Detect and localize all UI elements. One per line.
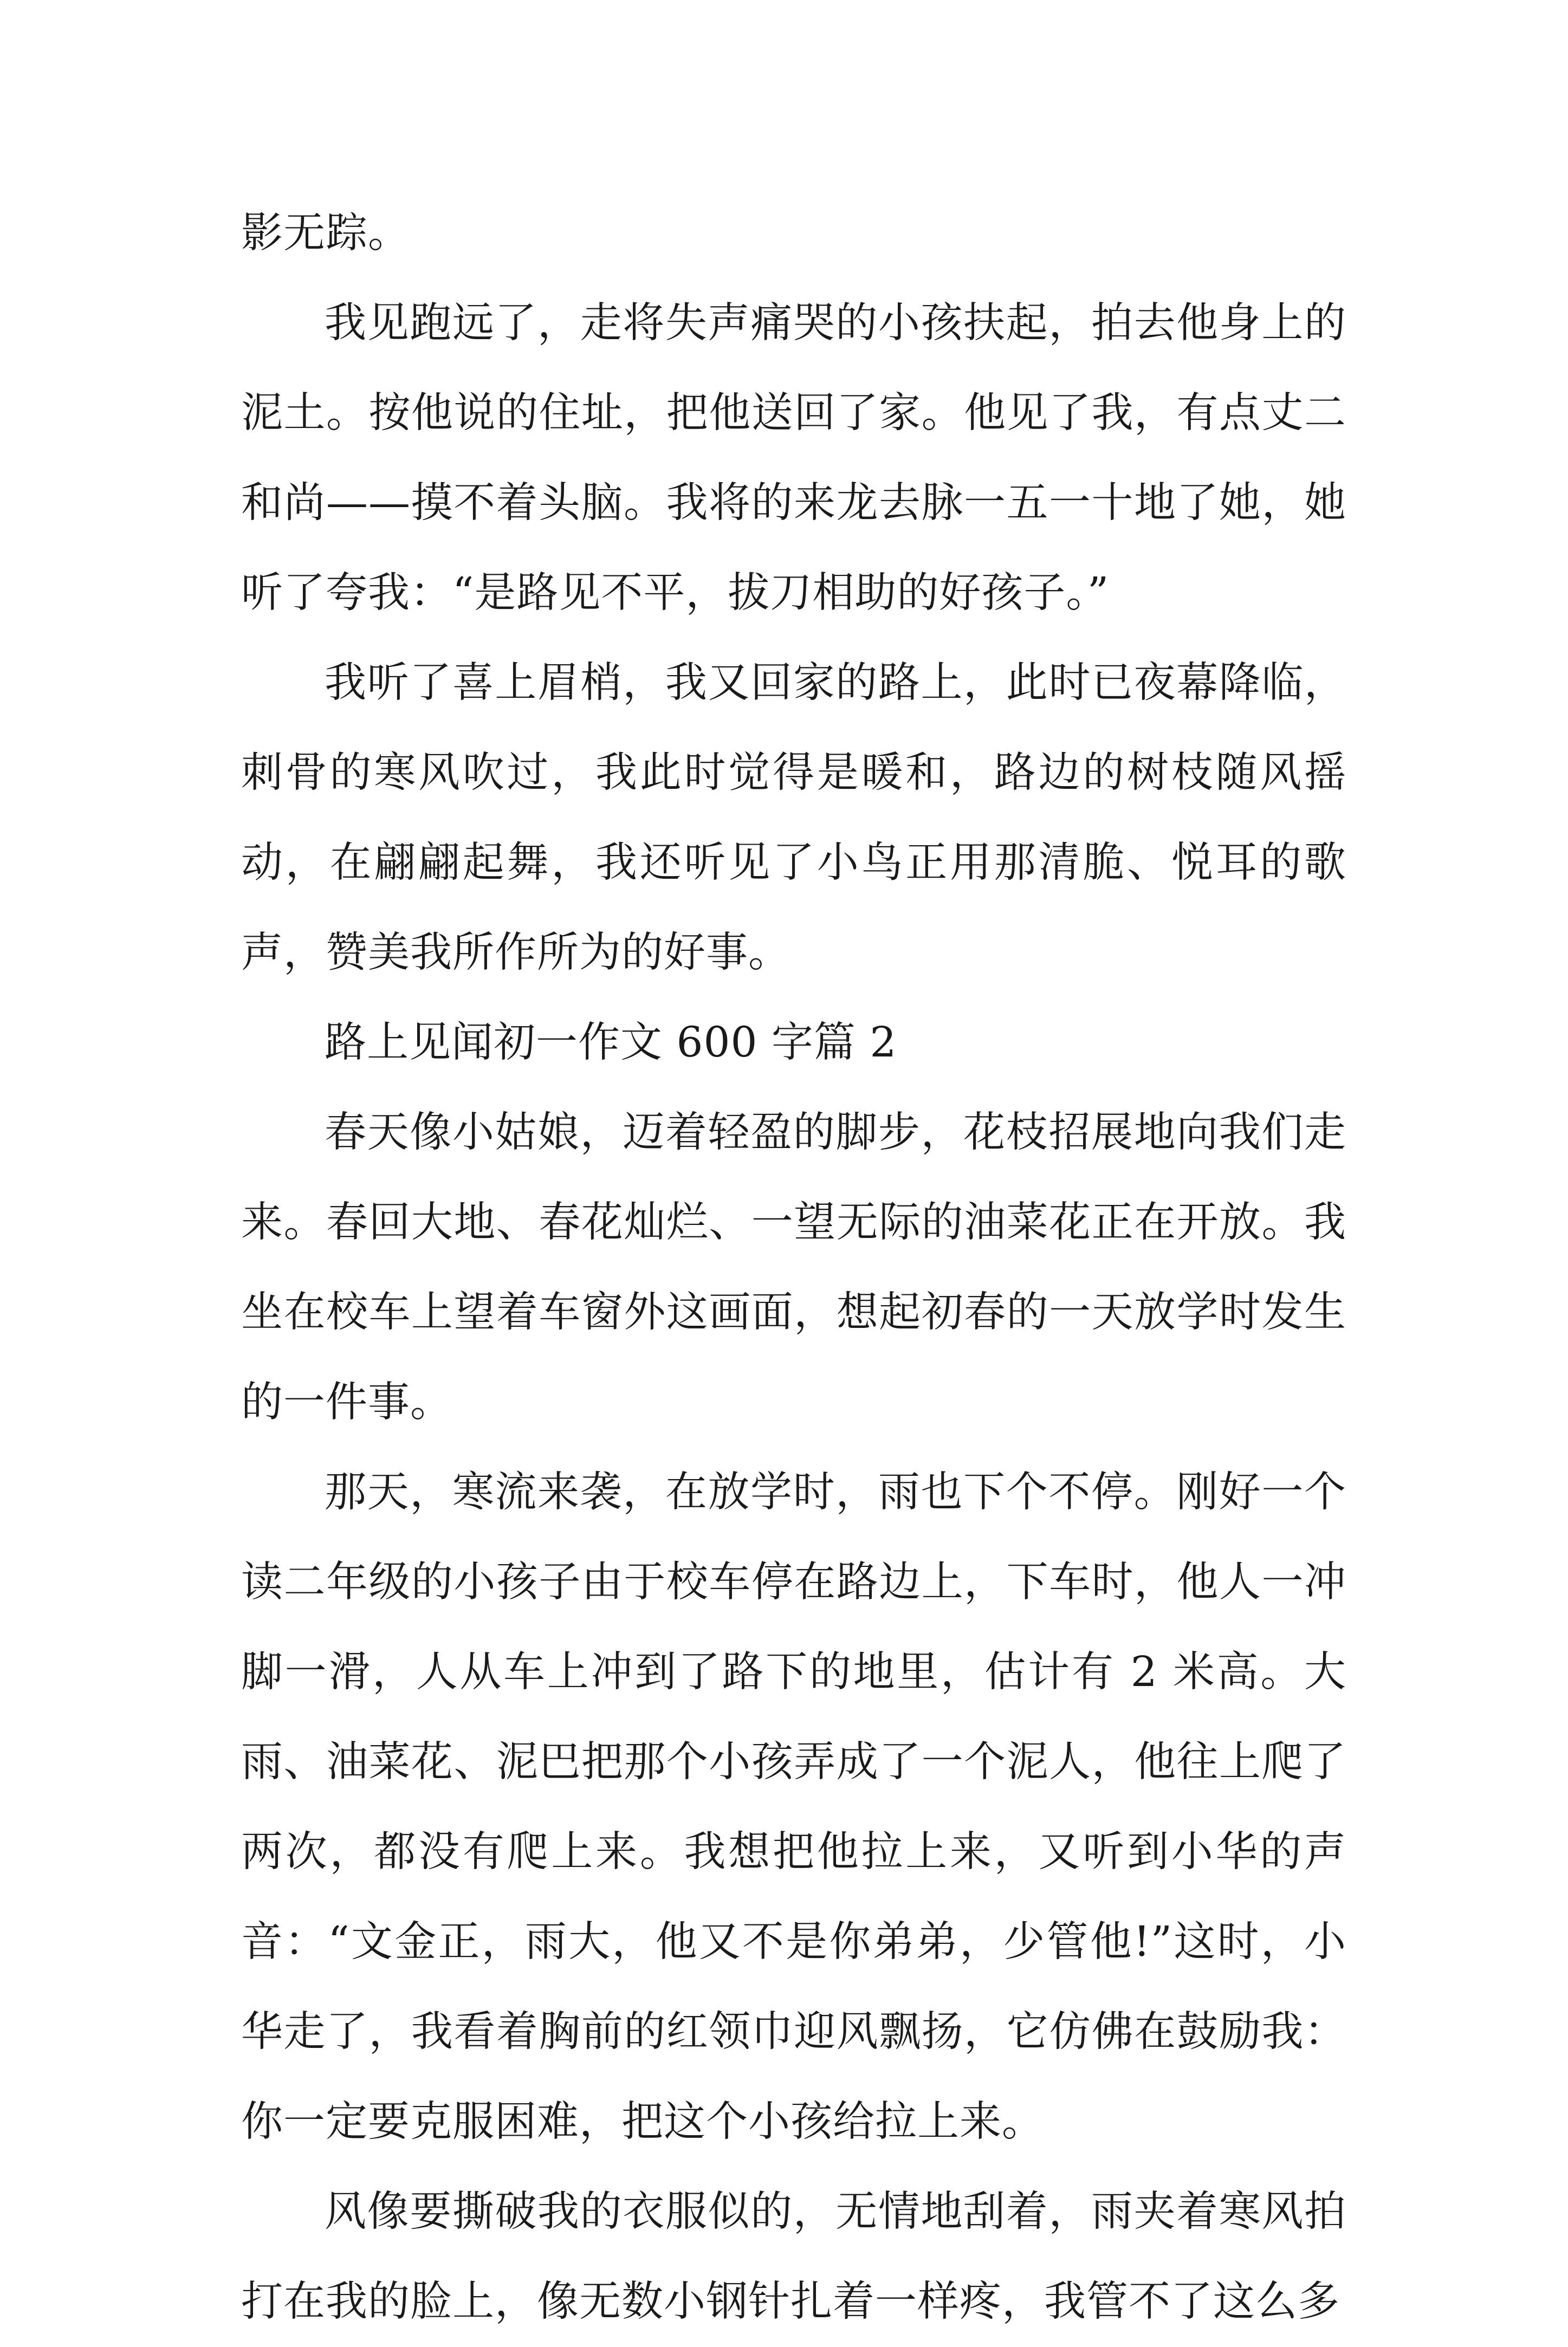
paragraph-walk-home: 我听了喜上眉梢，我又回家的路上，此时已夜幕降临，刺骨的寒风吹过，我此时觉得是暖和，路边的树枝随风摇动，在翩翩起舞，我还听见了小鸟正用那清脆、悦耳的歌声，赞美我所作所为的好事。 — [241, 659, 1346, 977]
paragraph-help-child: 我见跑远了，走将失声痛哭的小孩扶起，拍去他身上的泥土。按他说的住址，把他送回了家。他见了我，有点丈二和尚——摸不着头脑。我将的来龙去脉一五一十地了她，她听了夸我：“是路见不平，拔刀相助的好孩子。” — [241, 299, 1346, 617]
paragraph-continuation: 影无踪。 — [241, 209, 410, 257]
document-body — [241, 189, 1346, 2347]
section-heading: 路上见闻初一作文 600 字篇 2 — [325, 1019, 897, 1067]
paragraph-cold-day: 那天，寒流来袭，在放学时，雨也下个不停。刚好一个读二年级的小孩子由于校车停在路边上，下车时，他人一冲脚一滑，人从车上冲到了路下的地里，估计有 2 米高。大雨、油菜花、泥巴把那个小孩弄成了一个泥人，他往上爬了两次，都没有爬上来。我想把他拉上来，又听到小华的声音：“文金正，雨大，他又不是你弟弟，少管他!”这时，小华走了，我看着胸前的红领巾迎风飘扬，它仿佛在鼓励我：你一定要克服困难，把这个小孩给拉上来。 — [241, 1468, 1346, 2146]
paragraph-wind-rain: 风像要撕破我的衣服似的，无情地刮着，雨夹着寒风拍打在我的脸上，像无数小钢针扎着一样疼，我管不了这么多 — [241, 2188, 1346, 2326]
paragraph-spring-intro: 春天像小姑娘，迈着轻盈的脚步，花枝招展地向我们走来。春回大地、春花灿烂、一望无际的油菜花正在开放。我坐在校车上望着车窗外这画面，想起初春的一天放学时发生的一件事。 — [241, 1108, 1346, 1427]
